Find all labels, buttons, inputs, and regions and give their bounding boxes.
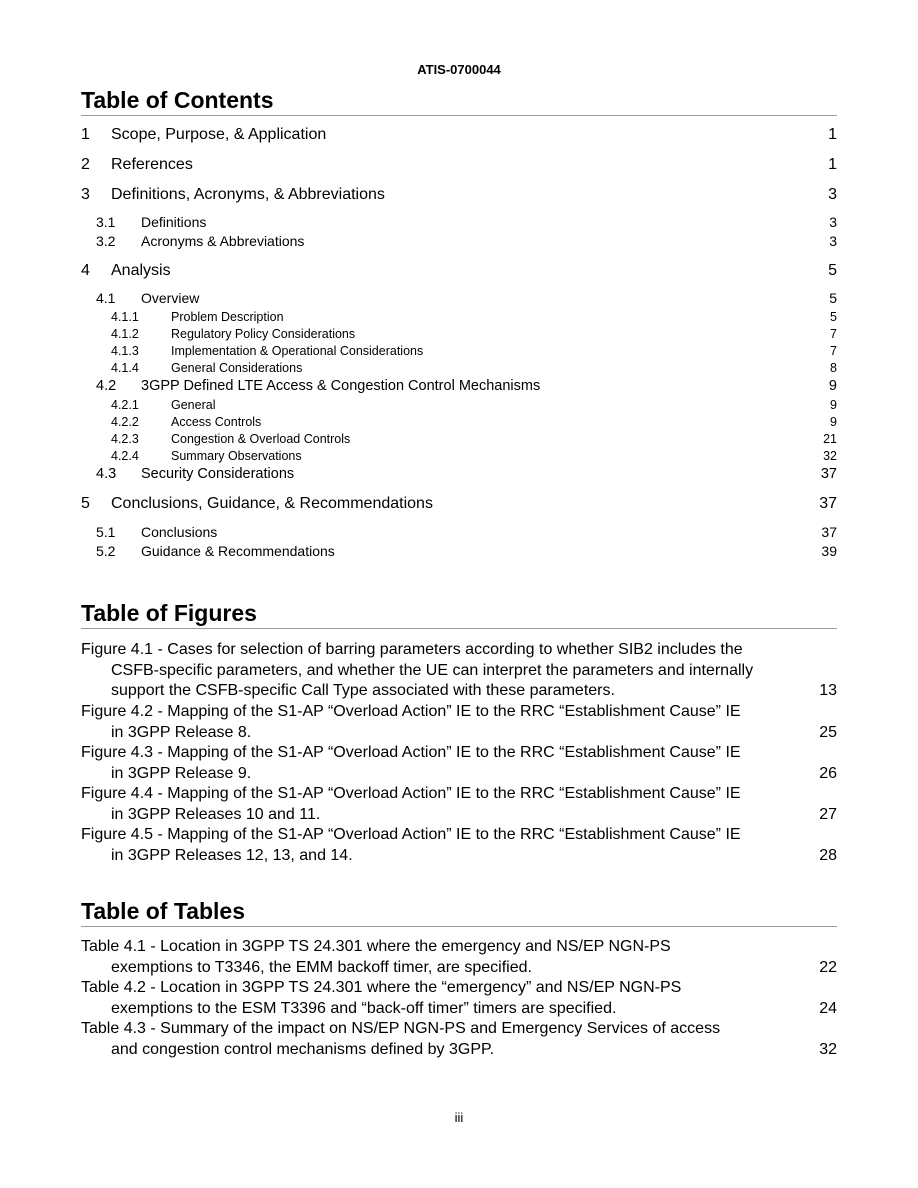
table-entry[interactable]: [81, 1019, 837, 1060]
toc-entry[interactable]: [111, 448, 837, 464]
figure-entry-title-cont: support the CSFB-specific Call Type associated with these parameters.: [111, 682, 615, 699]
toc-entry-number: 5.2: [96, 543, 116, 559]
toc-entry-page: 9: [830, 415, 837, 429]
toc-entry-page: 7: [830, 327, 837, 341]
toc-entry-page: 37: [820, 466, 837, 482]
figure-entry-page: 27: [819, 805, 837, 823]
toc-entry[interactable]: [96, 290, 837, 307]
toc-entry-title: Definitions: [141, 214, 207, 230]
toc-entry-page: 8: [830, 361, 837, 375]
toc-entry[interactable]: [81, 494, 837, 514]
toc-entry[interactable]: [111, 343, 837, 359]
figure-entry-title-cont: in 3GPP Releases 10 and 11.: [111, 805, 321, 823]
toc-entry-title: Congestion & Overload Controls: [171, 432, 351, 446]
table-entry-page: 22: [819, 958, 837, 976]
toc-entry-number: 1: [81, 126, 90, 143]
toc-entry-number: 4: [81, 262, 90, 279]
toc-entry[interactable]: [96, 233, 837, 250]
toc-entry-title: General: [171, 398, 216, 412]
table-entry-title: Table 4.1 - Location in 3GPP TS 24.301 where the emergency and NS/EP NGN-PS: [81, 938, 671, 955]
figure-entry-title-cont: in 3GPP Release 9.: [111, 764, 252, 782]
toc-entry[interactable]: [111, 414, 837, 430]
toc-entry[interactable]: [81, 185, 837, 205]
toc-entry-title: Overview: [141, 290, 200, 306]
toc-entry-number: 5: [81, 495, 90, 512]
toc-entry-title: References: [111, 156, 193, 173]
toc-entry-page: 37: [821, 524, 837, 540]
toc-entry-number: 4.1.3: [111, 344, 139, 358]
toc-entry-title: Scope, Purpose, & Application: [111, 126, 327, 143]
toc-entry-title: Regulatory Policy Considerations: [171, 327, 356, 341]
figure-entry-page: 25: [819, 723, 837, 741]
toc-entry-page: 39: [821, 543, 837, 559]
figure-entry[interactable]: [81, 825, 837, 866]
figure-entry-page: 28: [819, 846, 837, 864]
toc-entry[interactable]: [96, 377, 837, 395]
toc-entry-title: Conclusions, Guidance, & Recommendations: [111, 495, 433, 512]
toc-entry-page: 9: [828, 378, 837, 394]
toc-entry-title: Access Controls: [171, 415, 262, 429]
toc-entry[interactable]: [81, 155, 837, 175]
figure-entry-title-cont: in 3GPP Release 8.: [111, 723, 252, 741]
toc-entry-number: 4.1.1: [111, 310, 139, 324]
figure-entry-title: Figure 4.3 - Mapping of the S1-AP “Overload Action” IE to the RRC “Establishment Cause” IE: [81, 744, 741, 761]
figure-entry[interactable]: [81, 784, 837, 825]
toc-entry-title: Analysis: [111, 262, 171, 279]
figure-entry[interactable]: [81, 743, 837, 784]
toc-entry-number: 3: [81, 186, 90, 203]
toc-entry-title: Conclusions: [141, 524, 218, 540]
figure-entry-title-cont: CSFB-specific parameters, and whether the UE can interpret the parameters and internally: [111, 661, 754, 679]
toc-entry[interactable]: [96, 214, 837, 231]
toc-entry-number: 4.1.2: [111, 327, 139, 341]
toc-entry-page: 32: [823, 449, 837, 463]
table-entry-title-cont: and congestion control mechanisms defined by 3GPP.: [111, 1040, 495, 1058]
table-entry-page: 32: [819, 1040, 837, 1058]
toc-entry[interactable]: [96, 543, 837, 560]
toc-entry-page: 3: [829, 214, 837, 230]
table-entry[interactable]: [81, 937, 837, 978]
figure-entry-page: 13: [819, 682, 837, 699]
figure-entry-title-cont: in 3GPP Releases 12, 13, and 14.: [111, 846, 353, 864]
toc-entry-page: 9: [830, 398, 837, 412]
toc-entry-title: Security Considerations: [141, 466, 295, 482]
figure-entry[interactable]: [81, 640, 837, 702]
toc-entry-number: 5.1: [96, 524, 116, 540]
figure-entry[interactable]: [81, 702, 837, 743]
toc-entry-page: 3: [829, 233, 837, 249]
table-entry[interactable]: [81, 978, 837, 1019]
toc-entry-number: 2: [81, 156, 90, 173]
figures-heading: Table of Figures: [81, 598, 837, 629]
toc-entry-title: Implementation & Operational Considerations: [171, 344, 424, 358]
document-id: ATIS-0700044: [417, 62, 501, 77]
toc-entry[interactable]: [81, 125, 837, 145]
tables-heading: Table of Tables: [81, 896, 837, 927]
figure-entry-page: 26: [819, 764, 837, 782]
toc-entry[interactable]: [96, 465, 837, 483]
toc-entry-page: 5: [829, 290, 837, 306]
toc-entry[interactable]: [111, 326, 837, 342]
toc-entry[interactable]: [111, 397, 837, 413]
toc-entry[interactable]: [111, 431, 837, 447]
toc-entry-page: 7: [830, 344, 837, 358]
toc-entry-title: Summary Observations: [171, 449, 302, 463]
toc-entry[interactable]: [96, 524, 837, 541]
toc-entry-title: Problem Description: [171, 310, 284, 324]
toc-entry[interactable]: [111, 360, 837, 376]
toc-entry-number: 4.3: [96, 466, 117, 482]
figure-entry-title: Figure 4.2 - Mapping of the S1-AP “Overload Action” IE to the RRC “Establishment Cause” IE: [81, 703, 741, 720]
table-entry-title-cont: exemptions to the ESM T3396 and “back-off timer” timers are specified.: [111, 999, 617, 1017]
figure-entry-title: Figure 4.1 - Cases for selection of barring parameters according to whether SIB2 includes the: [81, 641, 743, 658]
table-entry-title: Table 4.3 - Summary of the impact on NS/EP NGN-PS and Emergency Services of access: [81, 1020, 721, 1037]
toc-entry-page: 37: [819, 495, 837, 512]
toc-entry-page: 21: [823, 432, 837, 446]
toc-entry-number: 4.2: [96, 378, 117, 394]
toc-entry-page: 1: [828, 126, 837, 143]
toc-entry-number: 3.1: [96, 214, 116, 230]
figure-entry-title: Figure 4.5 - Mapping of the S1-AP “Overload Action” IE to the RRC “Establishment Cause” IE: [81, 826, 741, 843]
toc-entry-number: 4.2.4: [111, 449, 139, 463]
toc-entry-page: 3: [828, 186, 837, 203]
page-number: iii: [454, 1110, 464, 1125]
toc-entry-number: 3.2: [96, 233, 116, 249]
toc-entry-title: Definitions, Acronyms, & Abbreviations: [111, 186, 385, 203]
toc-heading: Table of Contents: [81, 85, 837, 116]
toc-entry-number: 4.2.2: [111, 415, 139, 429]
toc-entry-page: 1: [828, 156, 837, 173]
toc-entry-title: Guidance & Recommendations: [141, 543, 335, 559]
toc-entry-title: 3GPP Defined LTE Access & Congestion Control Mechanisms: [141, 378, 541, 394]
toc-entry-page: 5: [830, 310, 837, 324]
figure-entry-title: Figure 4.4 - Mapping of the S1-AP “Overload Action” IE to the RRC “Establishment Cause” IE: [81, 785, 741, 802]
toc-entry-title: Acronyms & Abbreviations: [141, 233, 305, 249]
toc-entry-number: 4.2.3: [111, 432, 139, 446]
toc-entry-number: 4.1.4: [111, 361, 139, 375]
toc-entry[interactable]: [111, 309, 837, 325]
table-entry-title-cont: exemptions to T3346, the EMM backoff timer, are specified.: [111, 958, 532, 976]
toc-entry[interactable]: [81, 261, 837, 281]
table-entry-page: 24: [819, 999, 837, 1017]
toc-entry-title: General Considerations: [171, 361, 303, 375]
toc-entry-page: 5: [828, 262, 837, 279]
toc-entry-number: 4.1: [96, 290, 116, 306]
table-entry-title: Table 4.2 - Location in 3GPP TS 24.301 where the “emergency” and NS/EP NGN-PS: [81, 979, 682, 996]
toc-entry-number: 4.2.1: [111, 398, 139, 412]
